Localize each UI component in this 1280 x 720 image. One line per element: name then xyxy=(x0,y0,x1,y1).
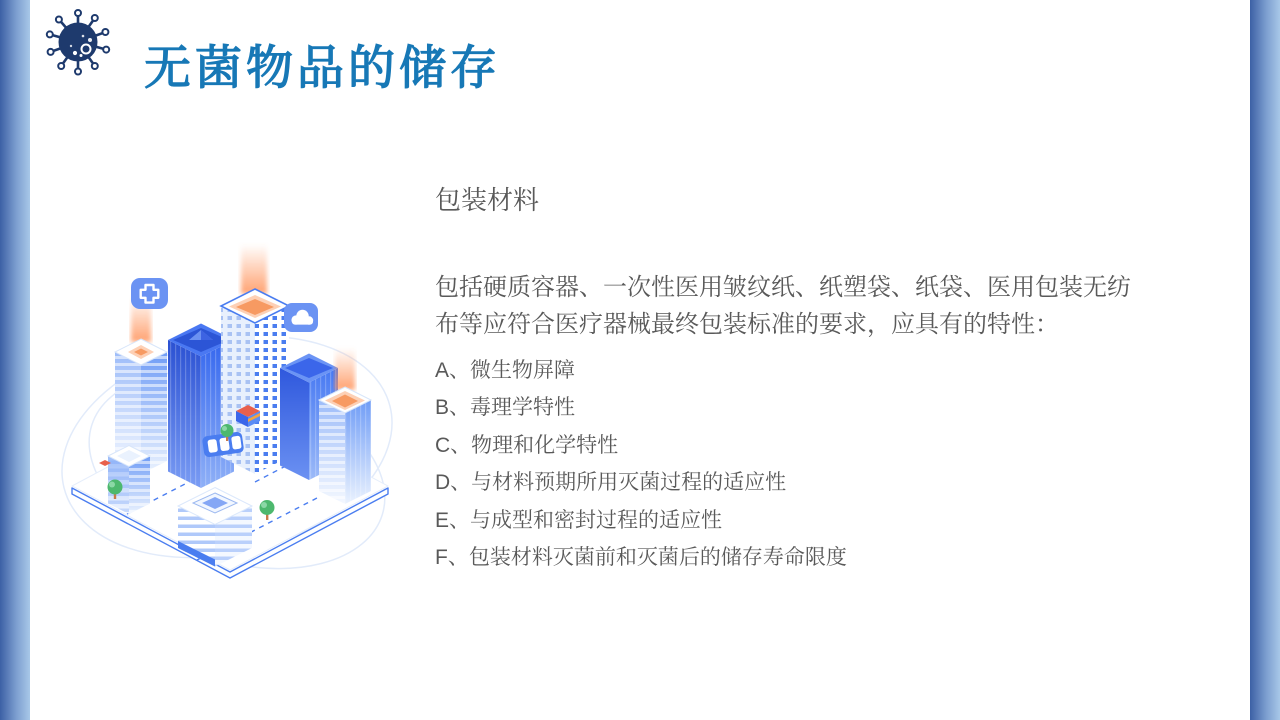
feature-item-f: F、包装材料灭菌前和灭菌后的储存寿命限度 xyxy=(435,546,847,570)
medical-cross-badge-icon xyxy=(131,278,168,309)
feature-item-d: D、与材料预期所用灭菌过程的适应性 xyxy=(435,471,787,495)
content-column xyxy=(435,183,1175,576)
right-edge-bar xyxy=(1250,0,1280,720)
slide-title: 无菌物品的储存 xyxy=(144,43,501,95)
city-illustration-svg xyxy=(55,242,405,592)
city-illustration xyxy=(55,242,405,592)
feature-item-c: C、物理和化学特性 xyxy=(435,433,619,457)
feature-item-e: E、与成型和密封过程的适应性 xyxy=(435,508,723,532)
feature-list xyxy=(435,352,1175,576)
virus-icon xyxy=(44,6,114,78)
content-heading: 包装材料 xyxy=(435,185,540,215)
paragraph-line-1: 包括硬质容器、一次性医用皱纹纸、纸塑袋、纸袋、医用包装无纺 xyxy=(435,274,1131,301)
building-left-tower xyxy=(115,296,167,474)
content-paragraph xyxy=(435,269,1175,343)
paragraph-line-2: 布等应符合医疗器械最终包装标准的要求，应具有的特性： xyxy=(435,311,1059,338)
virus-icon-svg xyxy=(44,6,114,78)
left-edge-bar xyxy=(0,0,30,720)
feature-item-b: B、毒理学特性 xyxy=(435,396,576,420)
feature-item-a: A、微生物屏障 xyxy=(435,359,576,382)
cloud-badge-icon xyxy=(284,303,318,332)
